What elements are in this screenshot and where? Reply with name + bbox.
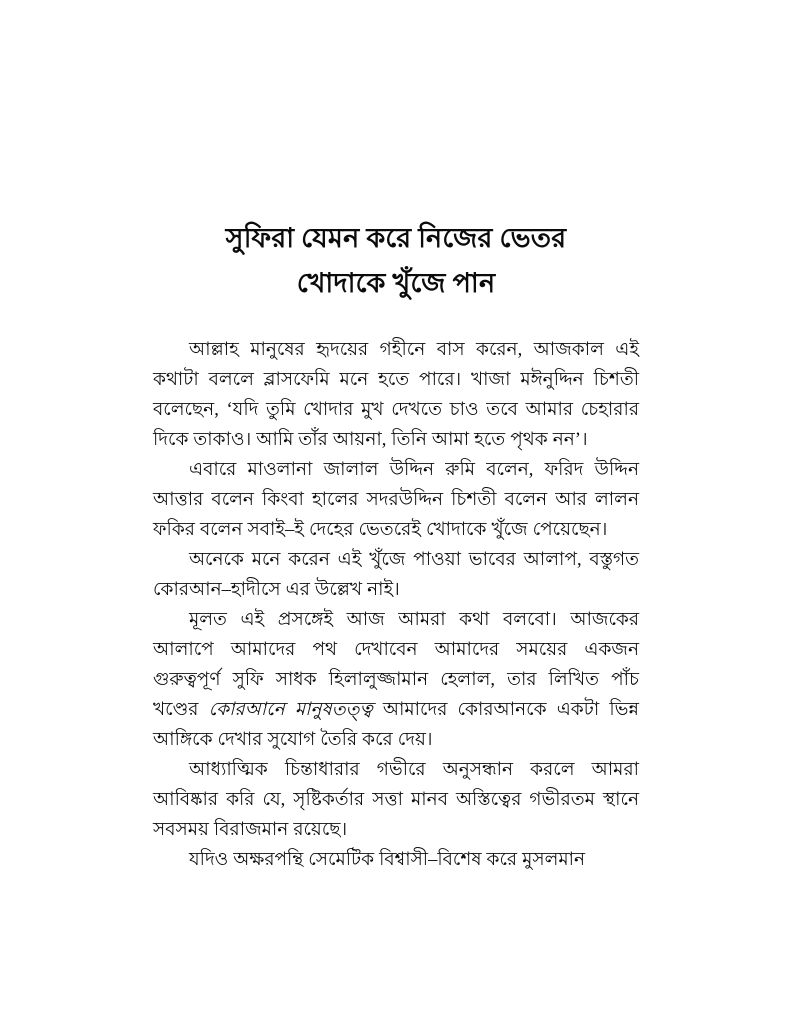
paragraph-5: আধ্যাত্মিক চিন্তাধারার গভীরে অনুসন্ধান করলে আমরা আবিষ্কার করি যে, সৃষ্টিকর্তার সত্তা মানব অস্তিত্বের গভীরতম স্থানে সবসময় বিরাজমান রয়েছে।	[153, 760, 639, 840]
paragraph-4-text-before-booktitle: মূলত এই প্রসঙ্গেই আজ আমরা কথা বলবো। আজকের আলাপে আমাদের পথ দেখাবেন আমাদের সময়ের একজন গুরুত্বপূর্ণ সুফি সাধক হিলালুজ্জামান হেলাল, তার লিখিত পাঁচ খণ্ডের	[153, 610, 639, 720]
body-text-block	[153, 335, 639, 875]
paragraph-4-text-after-booktitle: আমাদের কোরআনকে একটা ভিন্ন আঙ্গিকে দেখার সুযোগ তৈরি করে দেয়।	[153, 700, 639, 750]
book-title-koraane-manushotottwo: কোরআনে মানুষতত্ত্ব	[208, 700, 373, 720]
content-frame	[153, 0, 639, 1024]
paragraph-6: যদিও অক্ষরপন্থি সেমেটিক বিশ্বাসী–বিশেষ করে মুসলমান	[189, 850, 586, 870]
paragraph-2: এবারে মাওলানা জালাল উদ্দিন রুমি বলেন, ফরিদ উদ্দিন আত্তার বলেন কিংবা হালের সদরউদ্দিন চিশতী বলেন আর লালন ফকির বলেন সবাই–ই দেহের ভেতরেই খোদাকে খুঁজে পেয়েছেন।	[153, 460, 639, 540]
paragraph-1: আল্লাহ মানুষের হৃদয়ের গহীনে বাস করেন, আজকাল এই কথাটা বললে ব্লাসফেমি মনে হতে পারে। খাজা মঈনুদ্দিন চিশতী বলেছেন, ‘যদি তুমি খোদার মুখ দেখতে চাও তবে আমার চেহারার দিকে তাকাও। আমি তাঁর আয়না, তিনি আমা হতে পৃথক নন’।	[153, 340, 639, 450]
paragraph-4	[153, 605, 639, 755]
paragraph-3: অনেকে মনে করেন এই খুঁজে পাওয়া ভাবের আলাপ, বস্তুগত কোরআন–হাদীসে এর উল্লেখ নাই।	[153, 550, 639, 600]
page-title-line-2: খোদাকে খুঁজে পান	[296, 268, 496, 299]
page-title	[153, 216, 639, 306]
page-title-line-1: সুফিরা যেমন করে নিজের ভেতর	[225, 223, 567, 254]
